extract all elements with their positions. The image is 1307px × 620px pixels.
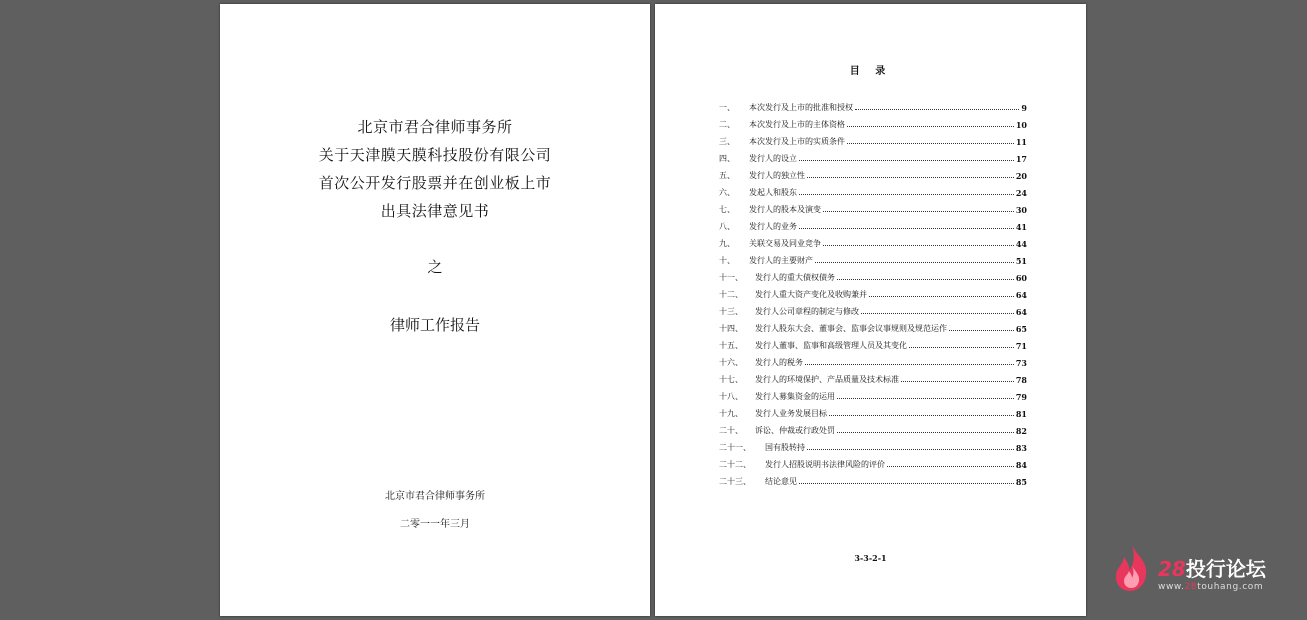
toc-entry-title: 国有股转持 <box>765 443 805 452</box>
cover-report-title: 律师工作报告 <box>389 316 480 334</box>
toc-entry-number: 十七、 <box>719 375 743 384</box>
toc-entry-page: 81 <box>1015 409 1027 419</box>
watermark-url-prefix: www. <box>1158 582 1185 592</box>
toc-entry-page: 84 <box>1015 460 1027 470</box>
toc-entry-page: 41 <box>1015 222 1027 232</box>
toc-entry <box>719 368 1027 385</box>
toc-entry-number: 七、 <box>719 205 735 214</box>
toc-leader-dots <box>799 194 1014 195</box>
toc-entry-number: 十一、 <box>719 273 743 282</box>
flame-logo-icon <box>1112 543 1152 593</box>
toc-entry <box>719 147 1027 164</box>
toc-entry-title: 结论意见 <box>765 477 797 486</box>
toc-leader-dots <box>837 398 1014 399</box>
toc-leader-dots <box>799 160 1014 161</box>
toc-leader-dots <box>861 313 1014 314</box>
toc-entry-page: 51 <box>1015 256 1027 266</box>
cover-title-line: 北京市君合律师事务所 <box>357 118 513 136</box>
toc-entry <box>719 96 1027 113</box>
toc-leader-dots <box>847 126 1014 127</box>
toc-leader-dots <box>807 177 1014 178</box>
toc-entry <box>719 266 1027 283</box>
toc-entry-title: 发行人重大资产变化及收购兼并 <box>755 290 867 299</box>
toc-leader-dots <box>799 228 1014 229</box>
toc-entry-title: 发行人的股本及演变 <box>749 205 821 214</box>
toc-entry-number: 十二、 <box>719 290 743 299</box>
watermark-url-accent: 28 <box>1184 582 1198 592</box>
toc-entry-page: 65 <box>1015 324 1027 334</box>
toc-entry-number: 十六、 <box>719 358 743 367</box>
toc-entry-page: 64 <box>1015 307 1027 317</box>
toc-entry-number: 四、 <box>719 154 735 163</box>
toc-entry <box>719 385 1027 402</box>
toc-leader-dots <box>909 347 1014 348</box>
toc-entry-title: 本次发行及上市的批准和授权 <box>749 103 853 112</box>
toc-entry <box>719 419 1027 436</box>
toc-entry-number: 十八、 <box>719 392 743 401</box>
watermark-name: 投行论坛 <box>1185 557 1266 581</box>
forum-watermark <box>1112 543 1302 595</box>
toc-entry-number: 一、 <box>719 103 735 112</box>
toc-entry-title: 发行人公司章程的制定与修改 <box>755 307 859 316</box>
toc-entry-page: 17 <box>1015 154 1027 164</box>
toc-entry <box>719 113 1027 130</box>
watermark-number: 28 <box>1158 557 1186 581</box>
toc-entry-title: 诉讼、仲裁或行政处罚 <box>755 426 835 435</box>
toc-entry-number: 二十、 <box>719 426 743 435</box>
toc-leader-dots <box>887 466 1014 467</box>
toc-entry <box>719 470 1027 487</box>
toc-leader-dots <box>949 330 1014 331</box>
toc-entry-title: 发行人的设立 <box>749 154 797 163</box>
toc-entry-page: 20 <box>1015 171 1027 181</box>
cover-title-line: 出具法律意见书 <box>380 202 490 220</box>
toc-entry <box>719 351 1027 368</box>
toc-leader-dots <box>805 364 1014 365</box>
toc-leader-dots <box>829 415 1014 416</box>
toc-entry <box>719 130 1027 147</box>
toc-entry <box>719 215 1027 232</box>
cover-title-block <box>220 113 650 225</box>
toc-page <box>655 4 1086 616</box>
toc-leader-dots <box>837 432 1014 433</box>
toc-entry <box>719 181 1027 198</box>
toc-entry-number: 六、 <box>719 188 735 197</box>
cover-connector: 之 <box>427 258 443 276</box>
toc-entry-page: 73 <box>1015 358 1027 368</box>
toc-leader-dots <box>837 279 1014 280</box>
toc-entry-number: 十三、 <box>719 307 743 316</box>
toc-entry-number: 十五、 <box>719 341 743 350</box>
toc-entry-title: 发行人业务发展目标 <box>755 409 827 418</box>
toc-entry-page: 83 <box>1015 443 1027 453</box>
watermark-title <box>1158 553 1266 582</box>
toc-entry-title: 发行人的税务 <box>755 358 803 367</box>
toc-entry-page: 79 <box>1015 392 1027 402</box>
toc-entry <box>719 453 1027 470</box>
toc-entry-title: 发行人募集资金的运用 <box>755 392 835 401</box>
toc-entry-page: 24 <box>1015 188 1027 198</box>
toc-entry-title: 发行人的独立性 <box>749 171 805 180</box>
toc-leader-dots <box>855 109 1019 110</box>
toc-entry-number: 八、 <box>719 222 735 231</box>
toc-entry-number: 三、 <box>719 137 735 146</box>
toc-entry-page: 44 <box>1015 239 1027 249</box>
toc-entry <box>719 402 1027 419</box>
cover-firm-name: 北京市君合律师事务所 <box>385 491 485 502</box>
toc-leader-dots <box>847 143 1014 144</box>
watermark-url-suffix: touhang.com <box>1197 582 1264 592</box>
toc-entry-title: 本次发行及上市的实质条件 <box>749 137 845 146</box>
toc-entry-number: 二十二、 <box>719 460 751 469</box>
toc-leader-dots <box>799 483 1014 484</box>
toc-entry-number: 九、 <box>719 239 735 248</box>
toc-entry <box>719 198 1027 215</box>
watermark-url <box>1158 582 1263 592</box>
toc-heading: 目 录 <box>849 66 892 77</box>
toc-entry-number: 二、 <box>719 120 735 129</box>
toc-entry-page: 85 <box>1015 477 1027 487</box>
toc-leader-dots <box>823 245 1014 246</box>
toc-entry-number: 二十一、 <box>719 443 751 452</box>
toc-entry <box>719 249 1027 266</box>
toc-entry <box>719 283 1027 300</box>
toc-entry <box>719 317 1027 334</box>
toc-entry-title: 发行人股东大会、董事会、监事会议事规则及规范运作 <box>755 324 947 333</box>
toc-entry-page: 64 <box>1015 290 1027 300</box>
toc-entry-page: 78 <box>1015 375 1027 385</box>
toc-entry-page: 82 <box>1015 426 1027 436</box>
cover-title-line: 首次公开发行股票并在创业板上市 <box>318 174 552 192</box>
toc-entry-number: 十四、 <box>719 324 743 333</box>
page-number-footer: 3-3-2-1 <box>854 553 887 563</box>
toc-entry-title: 发行人的环境保护、产品质量及技术标准 <box>755 375 899 384</box>
toc-entry-number: 五、 <box>719 171 735 180</box>
toc-leader-dots <box>823 211 1014 212</box>
toc-list <box>719 96 1027 487</box>
toc-leader-dots <box>869 296 1014 297</box>
toc-leader-dots <box>901 381 1014 382</box>
toc-entry-title: 发行人的主要财产 <box>749 256 813 265</box>
toc-entry <box>719 164 1027 181</box>
toc-entry-page: 10 <box>1015 120 1027 130</box>
toc-entry-title: 发行人的重大债权债务 <box>755 273 835 282</box>
toc-entry <box>719 300 1027 317</box>
cover-title-line: 关于天津膜天膜科技股份有限公司 <box>318 146 552 164</box>
toc-entry-title: 发起人和股东 <box>749 188 797 197</box>
toc-entry-number: 二十三、 <box>719 477 751 486</box>
toc-entry-page: 71 <box>1015 341 1027 351</box>
toc-entry-page: 30 <box>1015 205 1027 215</box>
toc-entry-page: 9 <box>1021 103 1027 113</box>
toc-entry-title: 发行人招股说明书法律风险的评价 <box>765 460 885 469</box>
toc-leader-dots <box>807 449 1014 450</box>
toc-entry-title: 本次发行及上市的主体资格 <box>749 120 845 129</box>
cover-page <box>220 4 650 616</box>
toc-entry-title: 发行人董事、监事和高级管理人员及其变化 <box>755 341 907 350</box>
toc-entry-title: 发行人的业务 <box>749 222 797 231</box>
toc-entry <box>719 232 1027 249</box>
toc-entry-number: 十九、 <box>719 409 743 418</box>
cover-date: 二零一一年三月 <box>400 519 470 530</box>
toc-entry <box>719 436 1027 453</box>
toc-entry <box>719 334 1027 351</box>
toc-entry-number: 十、 <box>719 256 735 265</box>
toc-entry-page: 60 <box>1015 273 1027 283</box>
toc-leader-dots <box>815 262 1014 263</box>
toc-entry-page: 11 <box>1015 137 1027 147</box>
toc-entry-title: 关联交易及同业竞争 <box>749 239 821 248</box>
